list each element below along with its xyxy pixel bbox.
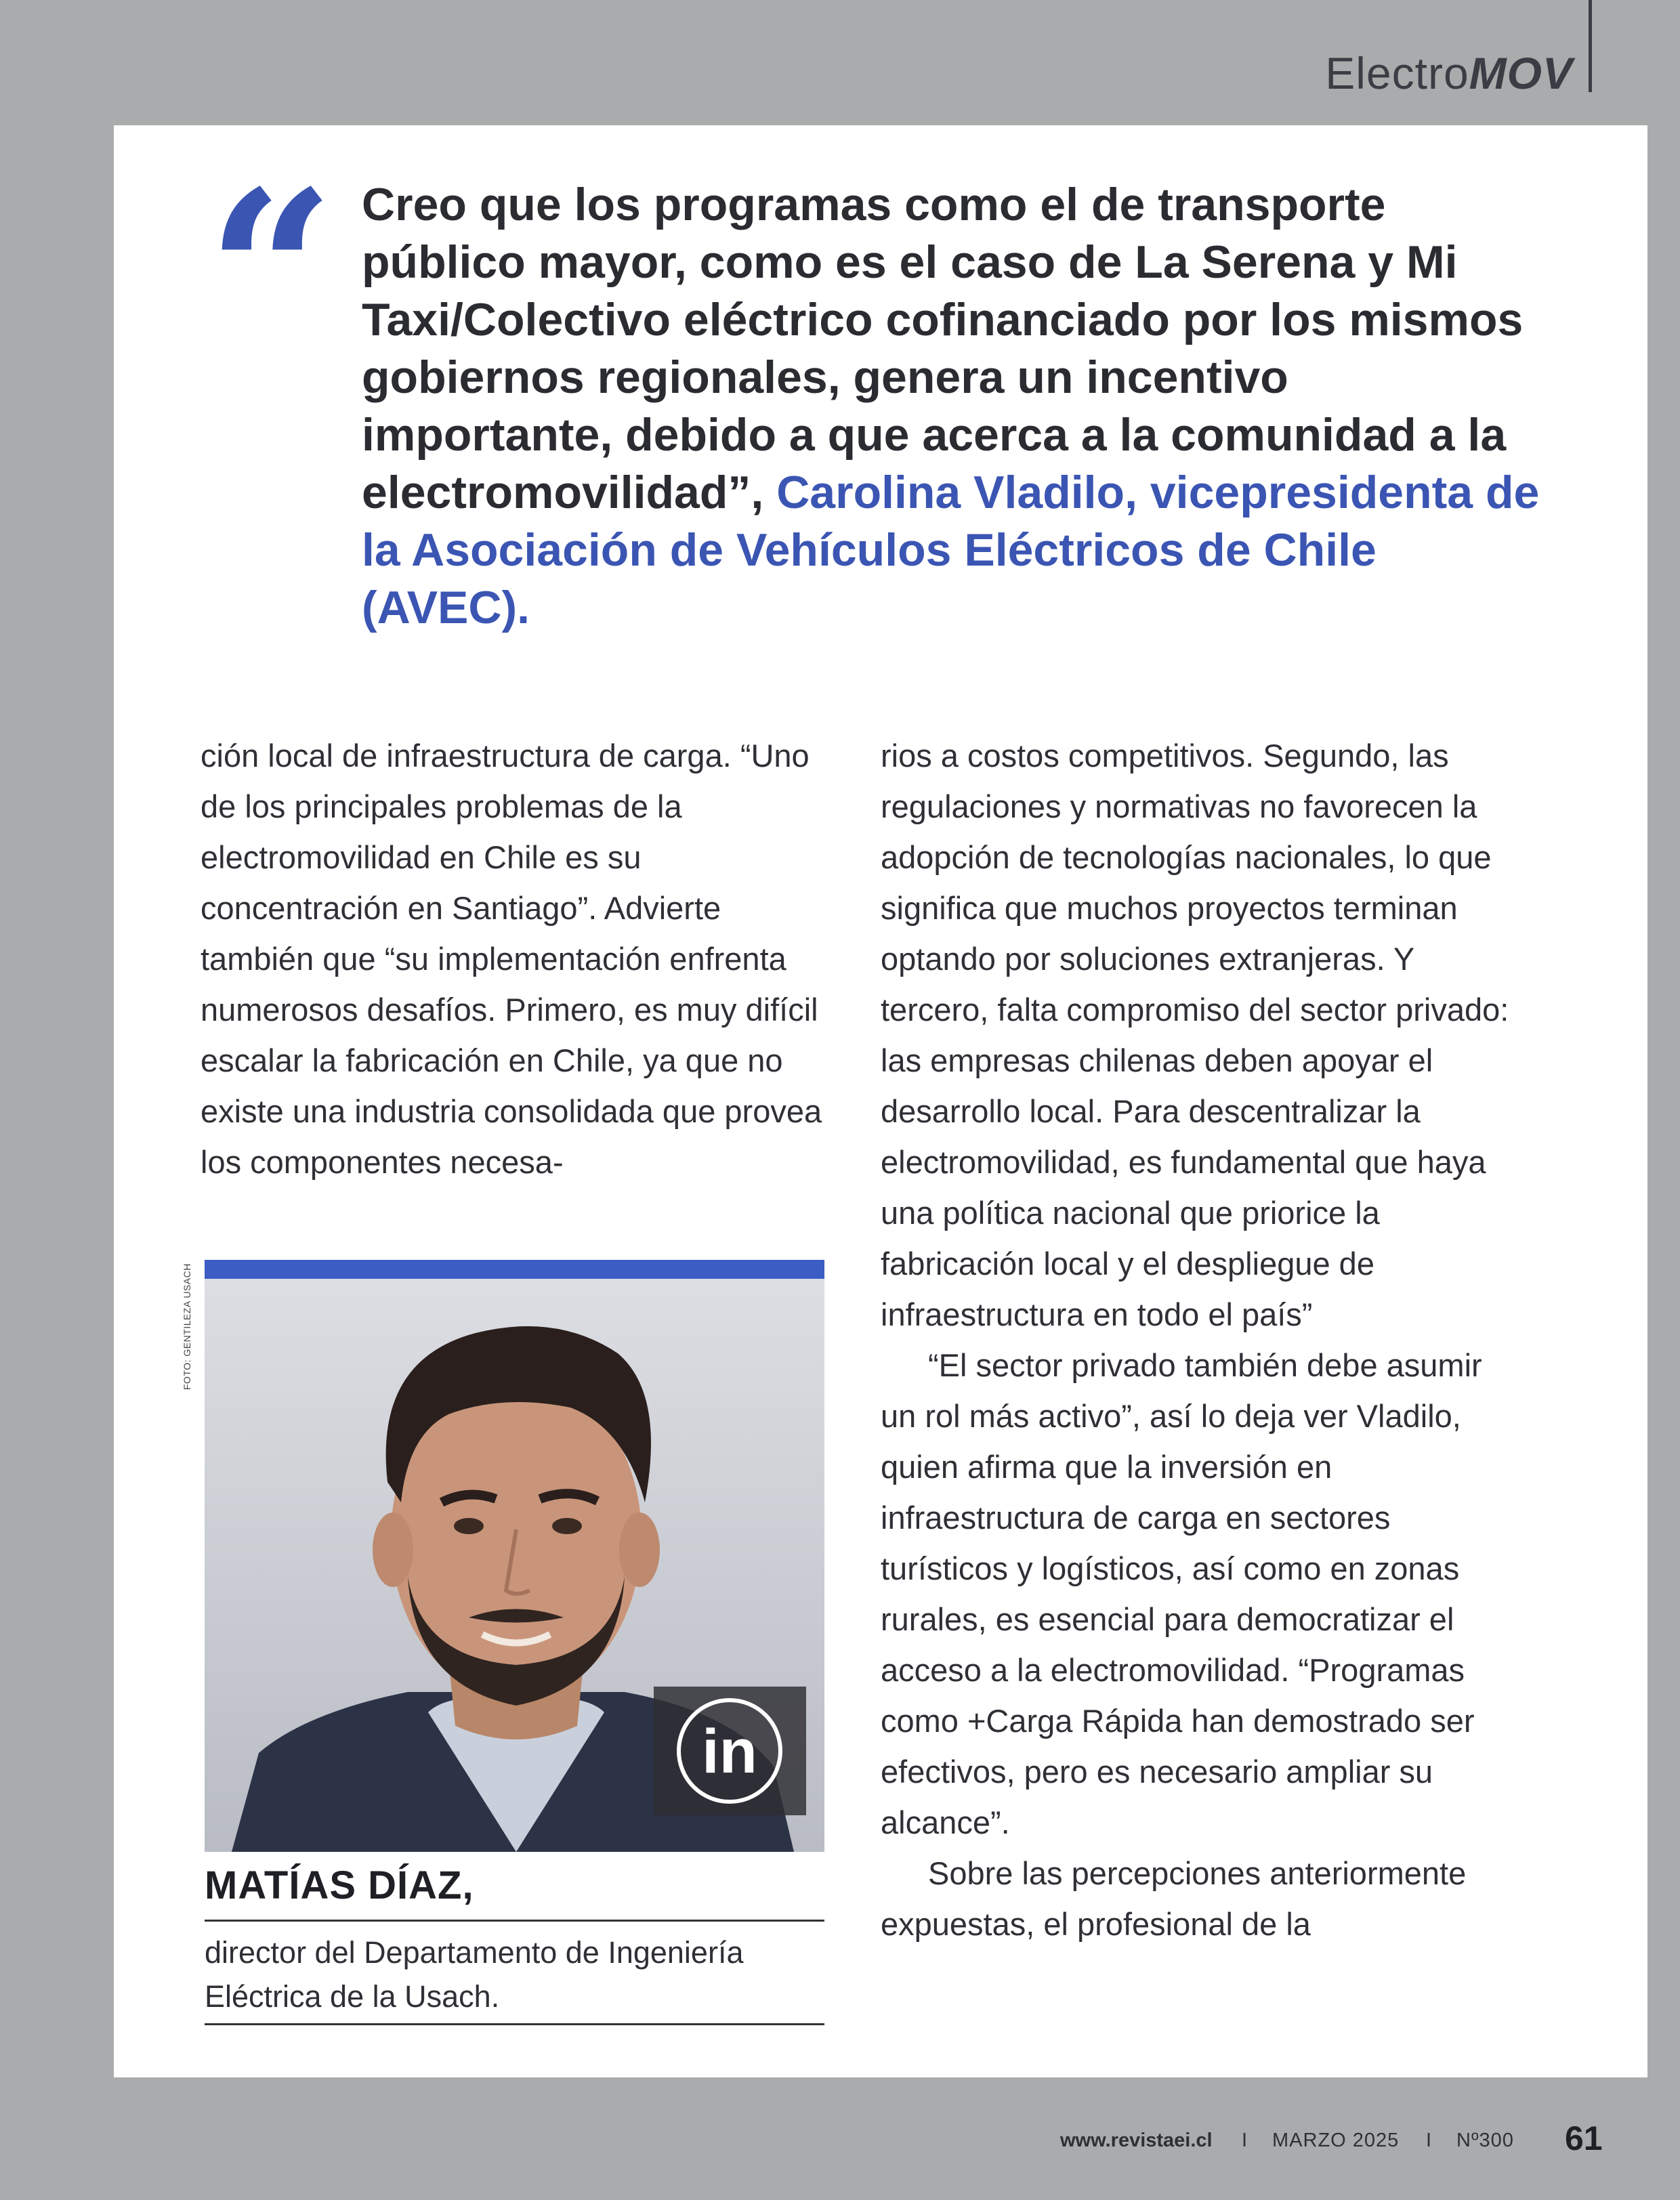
body-paragraph: Sobre las percepciones anteriormente expuestas, el profesional de la <box>881 1855 1467 1942</box>
quote-mark-icon: “ <box>207 142 335 404</box>
brand-logo <box>1325 47 1573 99</box>
pull-quote <box>362 176 1540 637</box>
brand-bold: MOV <box>1469 48 1573 98</box>
brand-light: Electro <box>1325 48 1469 98</box>
body-paragraph: ción local de infraestructura de carga. “Uno de los principales problemas de la electromovilidad en Chile es su concentración en Santiago”. Advierte también que “su implementación enfrenta numerosos desafíos. Primero, es muy difícil escalar la fabricación en Chile, ya que no existe una industria consolidada que provea los componentes necesa- <box>201 738 822 1180</box>
pull-quote-attribution: Carolina Vladilo, vicepresidenta de la Asociación de Vehículos Eléctricos de Chile (AVEC). <box>362 467 1540 633</box>
caption-divider <box>205 2023 824 2025</box>
linkedin-icon <box>654 1687 806 1815</box>
caption-divider <box>205 1920 824 1922</box>
photo-accent-bar <box>205 1260 824 1279</box>
pull-quote-text: Creo que los programas como el de transporte público mayor, como es el caso de La Serena y Mi Taxi/Colectivo eléctrico cofinanciado por los mismos gobiernos regionales, genera un incentivo importante, debido a que acerca a la comunidad a la electromovilidad”, <box>362 179 1524 518</box>
body-right-column <box>881 730 1517 1949</box>
body-left-column <box>201 730 831 1187</box>
page-number: 61 <box>1565 2119 1603 2157</box>
photo-credit <box>182 1261 195 1390</box>
photo-credit-text: FOTO: GENTILEZA USACH <box>182 1263 192 1390</box>
body-paragraph: rios a costos competitivos. Segundo, las regulaciones y normativas no favorecen la adopción de tecnologías nacionales, lo que significa que muchos proyectos terminan optando por soluciones extranjeras. Y tercero, falta compromiso del sector privado: las empresas chilenas deben apoyar el desarrollo local. Para descentralizar la electromovilidad, es fundamental que haya una política nacional que priorice la fabricación local y el despliegue de infraestructura en todo el país” <box>881 738 1509 1332</box>
linkedin-badge-text: in <box>702 1717 757 1786</box>
caption-role: director del Departamento de Ingeniería Eléctrica de la Usach. <box>205 1935 744 2014</box>
footer-month: MARZO 2025 <box>1272 2130 1400 2151</box>
footer-separator: I <box>1426 2130 1432 2151</box>
footer-separator: I <box>1242 2130 1248 2151</box>
brand-rule <box>1589 0 1592 92</box>
footer-site-link[interactable]: www.revistaei.cl <box>1060 2130 1213 2151</box>
body-paragraph: “El sector privado también debe asumir un rol más activo”, así lo deja ver Vladilo, quien afirma que la inversión en infraestructura de carga en sectores turísticos y logísticos, así como en zonas rurales, es esencial para democratizar el acceso a la electromovilidad. “Programas como +Carga Rápida han demostrado ser efectivos, pero es necesario ampliar su alcance”. <box>881 1347 1482 1840</box>
footer-issue: Nº300 <box>1456 2130 1514 2151</box>
linkedin-badge[interactable] <box>654 1687 806 1815</box>
caption-name: MATÍAS DÍAZ, <box>205 1863 474 1907</box>
